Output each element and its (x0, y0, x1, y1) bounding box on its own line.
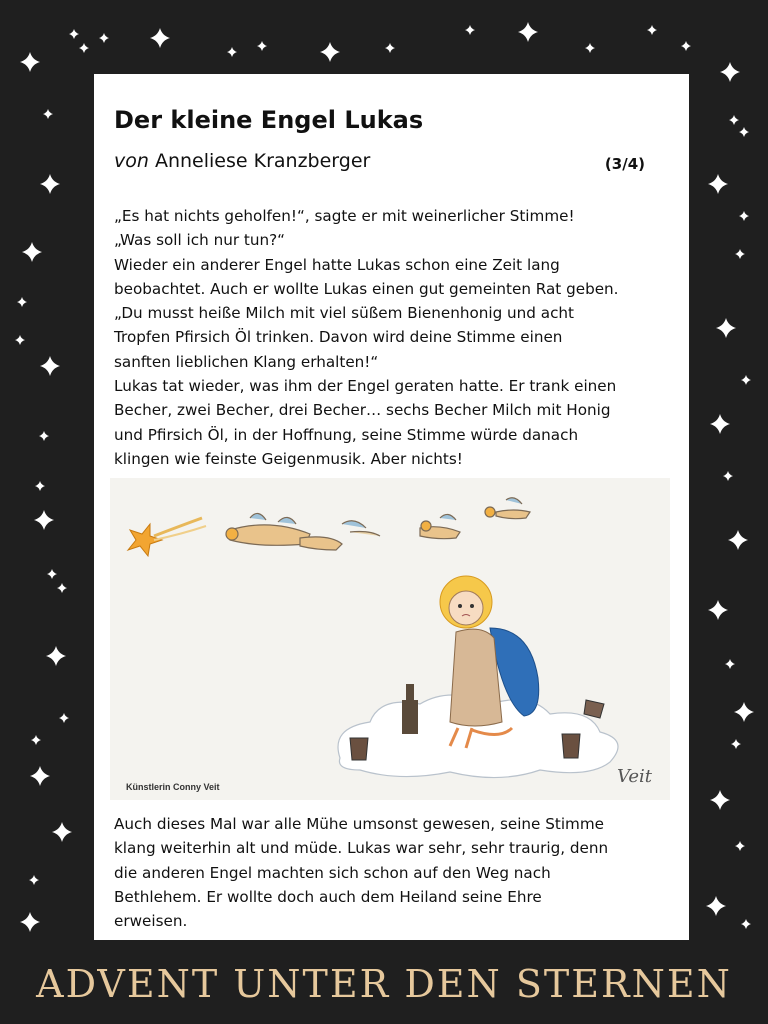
star-icon (731, 739, 741, 749)
star-icon (57, 583, 67, 593)
story-paragraph-1 (114, 204, 674, 471)
star-icon (735, 249, 745, 259)
star-icon (30, 766, 50, 786)
story-paragraph-2 (114, 812, 674, 933)
footer-banner: ADVENT UNTER DEN STERNEN (36, 962, 732, 1006)
star-icon (741, 919, 751, 929)
paragraph-line: „Du musst heiße Milch mit viel süßem Bienenhonig und acht (114, 304, 575, 323)
flying-angels (226, 498, 530, 550)
paragraph-line: Wieder ein anderer Engel hatte Lukas schon eine Zeit lang (114, 255, 560, 274)
star-icon (708, 174, 728, 194)
star-icon (739, 127, 749, 137)
star-icon (710, 414, 730, 434)
star-icon (710, 790, 730, 810)
star-icon (741, 375, 751, 385)
shooting-star-icon (128, 518, 206, 556)
star-icon (150, 28, 170, 48)
angel-illustration (110, 478, 670, 800)
star-icon (465, 25, 475, 35)
star-icon (52, 822, 72, 842)
illustration-drawing (110, 478, 670, 800)
part-indicator: (3/4) (604, 155, 645, 173)
star-icon (40, 356, 60, 376)
author-name: Anneliese Kranzberger (154, 150, 371, 172)
paragraph-line: Bethlehem. Er wollte doch auch dem Heiland seine Ehre (114, 887, 542, 906)
paragraph-line: „Was soll ich nur tun?“ (114, 231, 286, 250)
story-card (94, 74, 689, 940)
star-icon (647, 25, 657, 35)
star-icon (735, 841, 745, 851)
paragraph-line: und Pfirsich Öl, in der Hoffnung, seine Stimme würde danach (114, 425, 579, 444)
star-icon (43, 109, 53, 119)
author-prefix: von (114, 150, 149, 172)
star-icon (706, 896, 726, 916)
artist-credit: Künstlerin Conny Veit (126, 782, 220, 792)
star-icon (34, 510, 54, 530)
author-line (114, 150, 669, 178)
artist-signature: Veit (617, 766, 652, 787)
star-icon (15, 335, 25, 345)
star-icon (725, 659, 735, 669)
star-icon (734, 702, 754, 722)
star-icon (320, 42, 340, 62)
star-icon (17, 297, 27, 307)
star-icon (69, 29, 79, 39)
star-icon (739, 211, 749, 221)
paragraph-line: Auch dieses Mal war alle Mühe umsonst gewesen, seine Stimme (114, 815, 604, 833)
paragraph-line: klang weiterhin alt und müde. Lukas war sehr, sehr traurig, denn (114, 839, 609, 858)
star-icon (20, 912, 40, 932)
star-icon (385, 43, 395, 53)
star-icon (47, 569, 57, 579)
star-icon (257, 41, 267, 51)
star-icon (227, 47, 237, 57)
star-icon (585, 43, 595, 53)
paragraph-line: beobachtet. Auch er wollte Lukas einen gut gemeinten Rat geben. (114, 279, 619, 298)
star-icon (29, 875, 39, 885)
star-icon (681, 41, 691, 51)
paragraph-line: Becher, zwei Becher, drei Becher… sechs Becher Milch mit Honig (114, 401, 611, 420)
star-icon (35, 481, 45, 491)
star-icon (39, 431, 49, 441)
star-icon (716, 318, 736, 338)
star-icon (518, 22, 538, 42)
paragraph-line: die anderen Engel machten sich schon auf den Weg nach (114, 863, 551, 882)
star-icon (31, 735, 41, 745)
story-title: Der kleine Engel Lukas (114, 106, 424, 134)
star-icon (59, 713, 69, 723)
star-icon (728, 530, 748, 550)
paragraph-line: klingen wie feinste Geigenmusik. Aber nichts! (114, 449, 463, 468)
star-icon (99, 33, 109, 43)
paragraph-line: Lukas tat wieder, was ihm der Engel geraten hatte. Er trank einen (114, 377, 617, 396)
paragraph-line: erweisen. (114, 912, 188, 931)
star-icon (40, 174, 60, 194)
star-icon (20, 52, 40, 72)
star-icon (720, 62, 740, 82)
star-icon (22, 242, 42, 262)
paragraph-line: sanften lieblichen Klang erhalten!“ (114, 352, 379, 371)
paragraph-line: Tropfen Pfirsich Öl trinken. Davon wird deine Stimme einen (114, 328, 563, 347)
star-icon (79, 43, 89, 53)
star-icon (708, 600, 728, 620)
star-icon (729, 115, 739, 125)
paragraph-line: „Es hat nichts geholfen!“, sagte er mit weinerlicher Stimme! (114, 207, 575, 225)
star-icon (723, 471, 733, 481)
star-icon (46, 646, 66, 666)
